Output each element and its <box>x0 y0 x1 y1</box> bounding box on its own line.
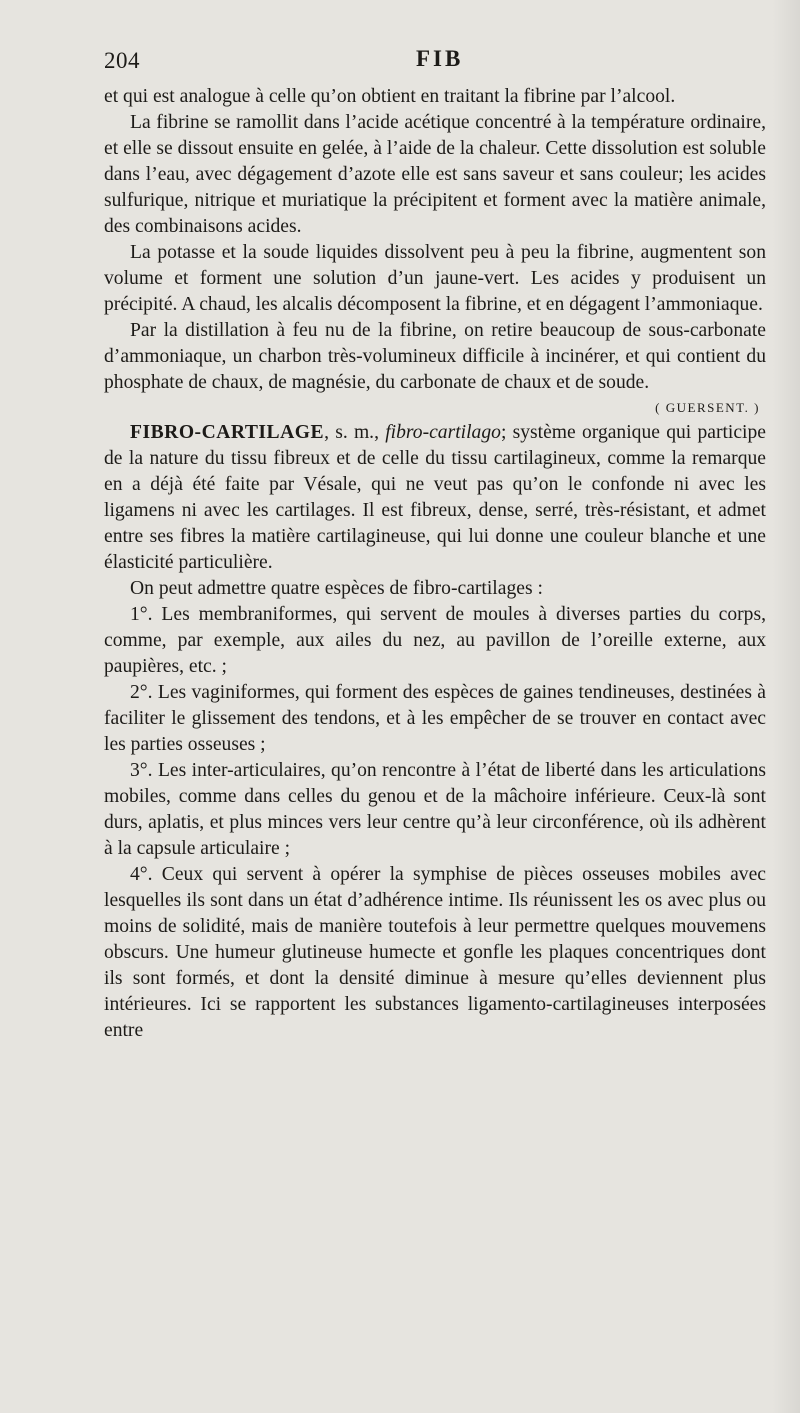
page-number: 204 <box>104 48 140 73</box>
author-signature: ( GUERSENT. ) <box>655 400 760 415</box>
page-header <box>104 40 766 84</box>
paragraph-acetic-acid: La fibrine se ramollit dans l’acide acétique concentré à la température ordinaire, et elle se dissout ensuite en gelée, à l’aide de la chaleur. Cette dissolution est soluble dans l’eau, avec dégagement d’azote elle est sans saveur et sans couleur; les acides sulfurique, nitrique et muriatique la précipitent et forment avec la matière animale, des combinaisons acides. <box>104 112 766 237</box>
article-body <box>104 84 766 1044</box>
paragraph-continuation: et qui est analogue à celle qu’on obtient en traitant la fibrine par l’alcool. <box>104 86 676 107</box>
paragraph-alkalis: La potasse et la soude liquides dissolvent peu à peu la fibrine, augmentent son volume et forment une solution d’un jaune-vert. Les acides y produisent un précipité. A chaud, les alcalis décomposent la fibrine, et en dégagent l’ammoniaque. <box>104 242 766 315</box>
running-head: FIB <box>416 46 464 71</box>
entry-latin-term: fibro-cartilago <box>385 422 501 443</box>
paragraph-membraniform: 1°. Les membraniformes, qui servent de moules à diverses parties du corps, comme, par exemple, aux ailes du nez, au pavillon de l’oreille externe, aux paupières, etc. ; <box>104 604 766 677</box>
entry-grammar: , s. m., <box>324 422 386 443</box>
entry-headword: FIBRO-CARTILAGE <box>130 422 325 443</box>
entry-definition: ; système organique qui participe de la nature du tissu fibreux et de celle du tissu cartilagineux, comme la remarque en a déjà été faite par Vésale, qui ne veut pas qu’on le confonde ni avec les ligamens ni avec les cartilages. Il est fibreux, dense, serré, très-résistant, et admet entre ses fibres la matière cartilagineuse, qui lui donne une couleur blanche et une élasticité particulière. <box>104 422 766 573</box>
page-edge-shadow <box>772 0 800 1413</box>
paragraph-four-species: On peut admettre quatre espèces de fibro-cartilages : <box>130 578 543 599</box>
paragraph-symphysis: 4°. Ceux qui servent à opérer la symphise de pièces osseuses mobiles avec lesquelles ils sont dans un état d’adhérence intime. Ils réunissent les os avec plus ou moins de solidité, mais de manière toutefois à leur permettre quelques mouvemens obscurs. Une humeur glutineuse humecte et gonfle les plaques concentriques dont ils sont formés, et dont la densité diminue à mesure qu’elles deviennent plus intérieures. Ici se rapportent les substances ligamento-cartilagineuses interposées entre <box>104 864 766 1041</box>
paragraph-vaginiform: 2°. Les vaginiformes, qui forment des espèces de gaines tendineuses, destinées à faciliter le glissement des tendons, et à les empêcher de se trouver en contact avec les parties osseuses ; <box>104 682 766 755</box>
paragraph-inter-articular: 3°. Les inter-articulaires, qu’on rencontre à l’état de liberté dans les articulations mobiles, comme dans celles du genou et de la mâchoire inférieure. Ceux-là sont durs, aplatis, et plus minces vers leur centre qu’à leur circonférence, où ils adhèrent à la capsule articulaire ; <box>104 760 766 859</box>
paragraph-distillation: Par la distillation à feu nu de la fibrine, on retire beaucoup de sous-carbonate d’ammoniaque, un charbon très-volumineux difficile à incinérer, et qui contient du phosphate de chaux, de magnésie, du carbonate de chaux et de soude. <box>104 320 766 393</box>
entry-fibro-cartilage <box>104 420 766 576</box>
